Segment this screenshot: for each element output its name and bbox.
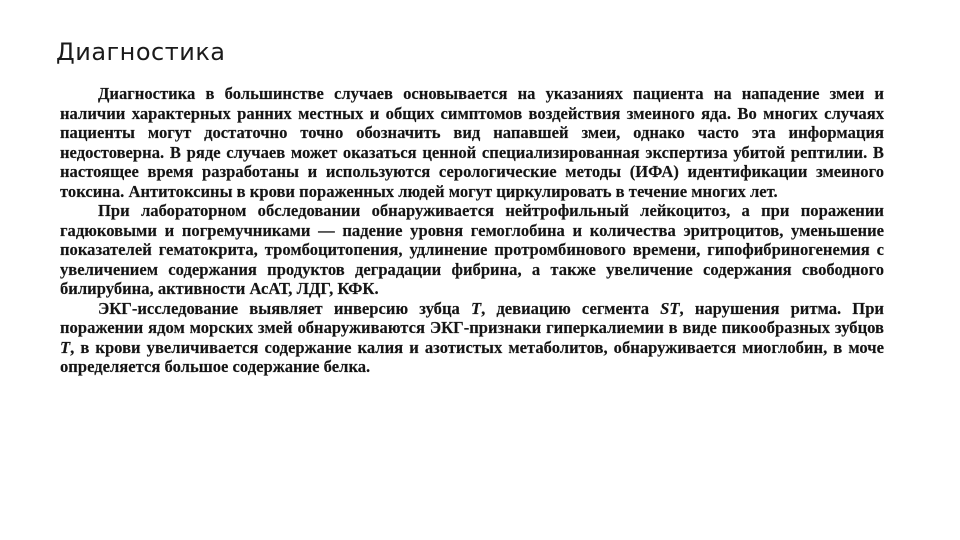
segment-st-label: ST [660, 298, 680, 318]
paragraph-text-part: , нарушения ритма. При поражении ядом морских змей обнаруживаются ЭКГ-признаки гиперкалиемии в виде пикообразных зубцов [60, 298, 884, 337]
paragraph-diagnosis [60, 84, 884, 201]
paragraph-text: в большинстве случаев основывается на указаниях пациента на нападение змеи и наличии характерных ранних местных и общих симптомов воздействия змеиного яда. Во многих случаях пациенты могут достаточно точно обозначить вид напавшей змеи, однако часто эта информация недостоверна. В ряде случаев может оказаться ценной специализированная экспертиза убитой рептилии. В настоящее время разработаны и используются серологические методы (ИФА) идентификации змеиного токсина. Антитоксины в крови пораженных людей могут циркулировать в течение многих лет. [60, 84, 884, 201]
paragraph-text-part: , в крови увеличивается содержание калия и азотистых метаболитов, обнаруживается миоглобин, в моче определяется большое содержание белка. [60, 337, 884, 376]
slide-title: Диагностика [56, 38, 226, 66]
paragraph-text: При лабораторном обследовании обнаруживается нейтрофильный лейкоцитоз, а при поражении гадюковыми и погремучниками — падение уровня гемоглобина и количества эритроцитов, уменьшение показателей гематокрита, тромбоцитопения, удлинение протромбинового времени, гипофибриногенемия с увеличением содержания продуктов деградации фибрина, а также увеличение содержания свободного билирубина, активности АсАТ, ЛДГ, КФК. [60, 201, 884, 298]
paragraph-lead-term: Диагностика [98, 84, 196, 103]
wave-t-label: T [60, 337, 71, 357]
scanned-text-image [60, 84, 884, 484]
paragraph-text-part: ЭКГ-исследование выявляет инверсию зубца [98, 298, 471, 318]
paragraph-text-part: , девиацию сегмента [481, 298, 661, 318]
paragraph-laboratory [60, 201, 884, 299]
wave-t-label: T [470, 298, 482, 318]
paragraph-ecg [60, 299, 884, 377]
